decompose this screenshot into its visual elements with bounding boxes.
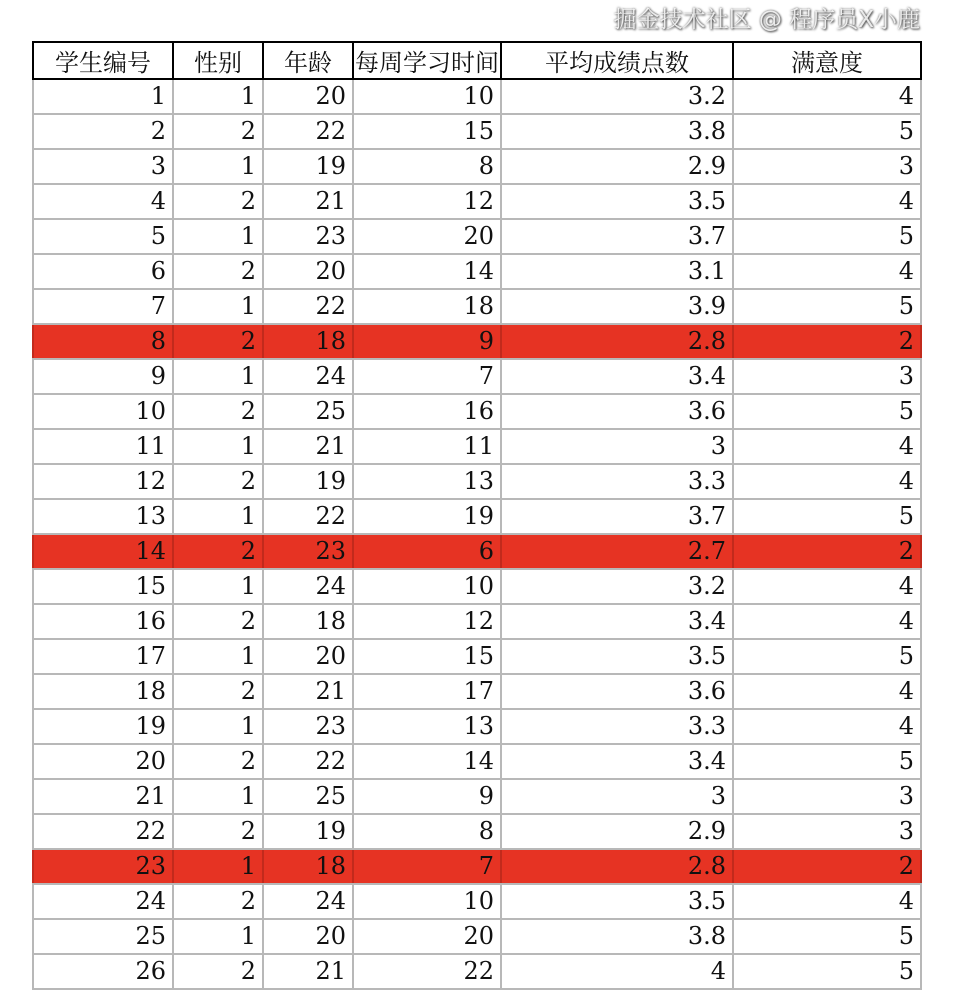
header-row xyxy=(33,42,921,79)
cell-satisfaction[interactable]: 4 xyxy=(733,429,921,464)
cell-gpa[interactable]: 3.9 xyxy=(501,289,733,324)
cell-student-id[interactable]: 23 xyxy=(33,849,173,884)
table-row[interactable] xyxy=(33,954,921,989)
cell-student-id[interactable]: 24 xyxy=(33,884,173,919)
cell-gender[interactable]: 1 xyxy=(173,639,263,674)
cell-weekly-study-hours[interactable]: 15 xyxy=(353,639,501,674)
cell-gpa[interactable]: 2.9 xyxy=(501,814,733,849)
cell-age[interactable]: 20 xyxy=(263,79,353,114)
cell-age[interactable]: 23 xyxy=(263,709,353,744)
cell-age[interactable]: 21 xyxy=(263,429,353,464)
cell-gender[interactable]: 1 xyxy=(173,919,263,954)
header-gender[interactable]: 性别 xyxy=(173,42,263,79)
cell-gender[interactable]: 1 xyxy=(173,289,263,324)
cell-age[interactable]: 25 xyxy=(263,779,353,814)
cell-weekly-study-hours[interactable]: 12 xyxy=(353,184,501,219)
student-data-table xyxy=(32,41,922,990)
cell-weekly-study-hours[interactable]: 14 xyxy=(353,744,501,779)
table-row[interactable] xyxy=(33,604,921,639)
cell-student-id[interactable]: 2 xyxy=(33,114,173,149)
cell-gender[interactable]: 1 xyxy=(173,779,263,814)
cell-age[interactable]: 25 xyxy=(263,394,353,429)
table-row[interactable] xyxy=(33,79,921,114)
cell-gpa[interactable]: 4 xyxy=(501,954,733,989)
cell-student-id[interactable]: 8 xyxy=(33,324,173,359)
cell-gpa[interactable]: 3.2 xyxy=(501,569,733,604)
cell-gpa[interactable]: 3.8 xyxy=(501,919,733,954)
cell-age[interactable]: 22 xyxy=(263,114,353,149)
cell-gpa[interactable]: 2.8 xyxy=(501,324,733,359)
cell-weekly-study-hours[interactable]: 20 xyxy=(353,219,501,254)
cell-weekly-study-hours[interactable]: 7 xyxy=(353,849,501,884)
cell-satisfaction[interactable]: 4 xyxy=(733,254,921,289)
table-row[interactable] xyxy=(33,709,921,744)
cell-satisfaction[interactable]: 5 xyxy=(733,919,921,954)
table-row[interactable] xyxy=(33,289,921,324)
cell-satisfaction[interactable]: 4 xyxy=(733,674,921,709)
cell-satisfaction[interactable]: 5 xyxy=(733,394,921,429)
cell-student-id[interactable]: 17 xyxy=(33,639,173,674)
cell-satisfaction[interactable]: 4 xyxy=(733,79,921,114)
cell-age[interactable]: 21 xyxy=(263,184,353,219)
cell-age[interactable]: 23 xyxy=(263,219,353,254)
cell-student-id[interactable]: 4 xyxy=(33,184,173,219)
cell-satisfaction[interactable]: 5 xyxy=(733,219,921,254)
cell-gender[interactable]: 1 xyxy=(173,429,263,464)
cell-weekly-study-hours[interactable]: 15 xyxy=(353,114,501,149)
cell-gender[interactable]: 2 xyxy=(173,184,263,219)
cell-gender[interactable]: 2 xyxy=(173,324,263,359)
cell-gpa[interactable]: 3.2 xyxy=(501,79,733,114)
header-gpa[interactable]: 平均成绩点数 xyxy=(501,42,733,79)
cell-gpa[interactable]: 3.4 xyxy=(501,744,733,779)
table-row[interactable] xyxy=(33,884,921,919)
cell-age[interactable]: 21 xyxy=(263,954,353,989)
cell-age[interactable]: 18 xyxy=(263,324,353,359)
cell-age[interactable]: 20 xyxy=(263,254,353,289)
cell-gender[interactable]: 2 xyxy=(173,954,263,989)
table-row[interactable] xyxy=(33,324,921,359)
cell-weekly-study-hours[interactable]: 7 xyxy=(353,359,501,394)
cell-student-id[interactable]: 18 xyxy=(33,674,173,709)
cell-student-id[interactable]: 15 xyxy=(33,569,173,604)
cell-gender[interactable]: 2 xyxy=(173,674,263,709)
cell-gender[interactable]: 2 xyxy=(173,464,263,499)
cell-gpa[interactable]: 3.3 xyxy=(501,464,733,499)
cell-satisfaction[interactable]: 5 xyxy=(733,954,921,989)
cell-gpa[interactable]: 3.4 xyxy=(501,359,733,394)
table-row[interactable] xyxy=(33,114,921,149)
cell-weekly-study-hours[interactable]: 19 xyxy=(353,499,501,534)
cell-age[interactable]: 23 xyxy=(263,534,353,569)
table-row[interactable] xyxy=(33,219,921,254)
cell-student-id[interactable]: 16 xyxy=(33,604,173,639)
cell-gender[interactable]: 2 xyxy=(173,254,263,289)
cell-age[interactable]: 19 xyxy=(263,149,353,184)
cell-gpa[interactable]: 3.5 xyxy=(501,639,733,674)
cell-student-id[interactable]: 7 xyxy=(33,289,173,324)
table-row[interactable] xyxy=(33,534,921,569)
cell-gender[interactable]: 2 xyxy=(173,884,263,919)
cell-satisfaction[interactable]: 4 xyxy=(733,884,921,919)
cell-gpa[interactable]: 3.4 xyxy=(501,604,733,639)
table-row[interactable] xyxy=(33,254,921,289)
cell-gender[interactable]: 1 xyxy=(173,149,263,184)
header-age[interactable]: 年龄 xyxy=(263,42,353,79)
cell-gpa[interactable]: 3.3 xyxy=(501,709,733,744)
cell-gender[interactable]: 2 xyxy=(173,114,263,149)
cell-satisfaction[interactable]: 4 xyxy=(733,184,921,219)
table-row[interactable] xyxy=(33,779,921,814)
cell-gpa[interactable]: 3.5 xyxy=(501,184,733,219)
cell-weekly-study-hours[interactable]: 9 xyxy=(353,324,501,359)
cell-student-id[interactable]: 10 xyxy=(33,394,173,429)
cell-gender[interactable]: 1 xyxy=(173,359,263,394)
cell-gender[interactable]: 2 xyxy=(173,814,263,849)
cell-weekly-study-hours[interactable]: 16 xyxy=(353,394,501,429)
cell-weekly-study-hours[interactable]: 9 xyxy=(353,779,501,814)
cell-age[interactable]: 18 xyxy=(263,849,353,884)
cell-weekly-study-hours[interactable]: 6 xyxy=(353,534,501,569)
cell-weekly-study-hours[interactable]: 8 xyxy=(353,149,501,184)
cell-student-id[interactable]: 14 xyxy=(33,534,173,569)
cell-student-id[interactable]: 13 xyxy=(33,499,173,534)
cell-satisfaction[interactable]: 2 xyxy=(733,324,921,359)
cell-satisfaction[interactable]: 3 xyxy=(733,149,921,184)
cell-gender[interactable]: 1 xyxy=(173,499,263,534)
cell-age[interactable]: 21 xyxy=(263,674,353,709)
cell-student-id[interactable]: 21 xyxy=(33,779,173,814)
table-row[interactable] xyxy=(33,569,921,604)
header-weekly-study-hours[interactable]: 每周学习时间 xyxy=(353,42,501,79)
cell-age[interactable]: 19 xyxy=(263,464,353,499)
cell-weekly-study-hours[interactable]: 18 xyxy=(353,289,501,324)
table-row[interactable] xyxy=(33,674,921,709)
cell-age[interactable]: 22 xyxy=(263,499,353,534)
cell-student-id[interactable]: 3 xyxy=(33,149,173,184)
cell-gender[interactable]: 1 xyxy=(173,849,263,884)
cell-student-id[interactable]: 11 xyxy=(33,429,173,464)
table-row[interactable] xyxy=(33,184,921,219)
header-satisfaction[interactable]: 满意度 xyxy=(733,42,921,79)
cell-weekly-study-hours[interactable]: 10 xyxy=(353,79,501,114)
cell-gender[interactable]: 2 xyxy=(173,534,263,569)
cell-satisfaction[interactable]: 5 xyxy=(733,289,921,324)
cell-satisfaction[interactable]: 5 xyxy=(733,744,921,779)
table-row[interactable] xyxy=(33,429,921,464)
cell-gender[interactable]: 1 xyxy=(173,709,263,744)
cell-student-id[interactable]: 9 xyxy=(33,359,173,394)
table-row[interactable] xyxy=(33,149,921,184)
watermark: 掘金技术社区 @ 程序员X小鹿 xyxy=(613,7,920,33)
cell-gender[interactable]: 2 xyxy=(173,604,263,639)
cell-satisfaction[interactable]: 3 xyxy=(733,779,921,814)
cell-gpa[interactable]: 3.7 xyxy=(501,499,733,534)
table-row[interactable] xyxy=(33,464,921,499)
cell-student-id[interactable]: 25 xyxy=(33,919,173,954)
cell-satisfaction[interactable]: 3 xyxy=(733,359,921,394)
cell-student-id[interactable]: 5 xyxy=(33,219,173,254)
cell-student-id[interactable]: 20 xyxy=(33,744,173,779)
cell-satisfaction[interactable]: 4 xyxy=(733,464,921,499)
cell-weekly-study-hours[interactable]: 8 xyxy=(353,814,501,849)
cell-satisfaction[interactable]: 5 xyxy=(733,639,921,674)
cell-gender[interactable]: 2 xyxy=(173,744,263,779)
cell-gpa[interactable]: 3.6 xyxy=(501,394,733,429)
cell-satisfaction[interactable]: 5 xyxy=(733,114,921,149)
cell-age[interactable]: 20 xyxy=(263,919,353,954)
cell-age[interactable]: 24 xyxy=(263,359,353,394)
table-row[interactable] xyxy=(33,394,921,429)
cell-gender[interactable]: 1 xyxy=(173,219,263,254)
cell-weekly-study-hours[interactable]: 20 xyxy=(353,919,501,954)
cell-satisfaction[interactable]: 4 xyxy=(733,709,921,744)
table-row[interactable] xyxy=(33,639,921,674)
cell-weekly-study-hours[interactable]: 13 xyxy=(353,709,501,744)
cell-student-id[interactable]: 6 xyxy=(33,254,173,289)
cell-student-id[interactable]: 26 xyxy=(33,954,173,989)
header-student-id[interactable]: 学生编号 xyxy=(33,42,173,79)
cell-weekly-study-hours[interactable]: 12 xyxy=(353,604,501,639)
cell-age[interactable]: 18 xyxy=(263,604,353,639)
cell-student-id[interactable]: 12 xyxy=(33,464,173,499)
cell-satisfaction[interactable]: 5 xyxy=(733,499,921,534)
cell-age[interactable]: 22 xyxy=(263,744,353,779)
table-row[interactable] xyxy=(33,359,921,394)
cell-gpa[interactable]: 3 xyxy=(501,779,733,814)
cell-gpa[interactable]: 3.1 xyxy=(501,254,733,289)
cell-weekly-study-hours[interactable]: 17 xyxy=(353,674,501,709)
cell-satisfaction[interactable]: 3 xyxy=(733,814,921,849)
cell-student-id[interactable]: 19 xyxy=(33,709,173,744)
cell-age[interactable]: 24 xyxy=(263,569,353,604)
cell-age[interactable]: 20 xyxy=(263,639,353,674)
cell-student-id[interactable]: 22 xyxy=(33,814,173,849)
table-row[interactable] xyxy=(33,849,921,884)
cell-student-id[interactable]: 1 xyxy=(33,79,173,114)
cell-gender[interactable]: 1 xyxy=(173,569,263,604)
cell-satisfaction[interactable]: 2 xyxy=(733,849,921,884)
cell-gpa[interactable]: 3 xyxy=(501,429,733,464)
cell-gpa[interactable]: 2.7 xyxy=(501,534,733,569)
cell-weekly-study-hours[interactable]: 13 xyxy=(353,464,501,499)
cell-gender[interactable]: 2 xyxy=(173,394,263,429)
cell-age[interactable]: 22 xyxy=(263,289,353,324)
cell-age[interactable]: 24 xyxy=(263,884,353,919)
cell-weekly-study-hours[interactable]: 10 xyxy=(353,884,501,919)
table-row[interactable] xyxy=(33,744,921,779)
cell-gpa[interactable]: 2.8 xyxy=(501,849,733,884)
table-row[interactable] xyxy=(33,499,921,534)
cell-gpa[interactable]: 3.6 xyxy=(501,674,733,709)
table-body xyxy=(33,79,921,989)
cell-weekly-study-hours[interactable]: 11 xyxy=(353,429,501,464)
cell-age[interactable]: 19 xyxy=(263,814,353,849)
cell-gpa[interactable]: 3.8 xyxy=(501,114,733,149)
cell-satisfaction[interactable]: 4 xyxy=(733,604,921,639)
cell-gpa[interactable]: 3.7 xyxy=(501,219,733,254)
cell-weekly-study-hours[interactable]: 22 xyxy=(353,954,501,989)
cell-satisfaction[interactable]: 2 xyxy=(733,534,921,569)
table-row[interactable] xyxy=(33,814,921,849)
cell-gpa[interactable]: 2.9 xyxy=(501,149,733,184)
cell-weekly-study-hours[interactable]: 14 xyxy=(353,254,501,289)
table-row[interactable] xyxy=(33,919,921,954)
cell-weekly-study-hours[interactable]: 10 xyxy=(353,569,501,604)
cell-gpa[interactable]: 3.5 xyxy=(501,884,733,919)
cell-satisfaction[interactable]: 4 xyxy=(733,569,921,604)
cell-gender[interactable]: 1 xyxy=(173,79,263,114)
